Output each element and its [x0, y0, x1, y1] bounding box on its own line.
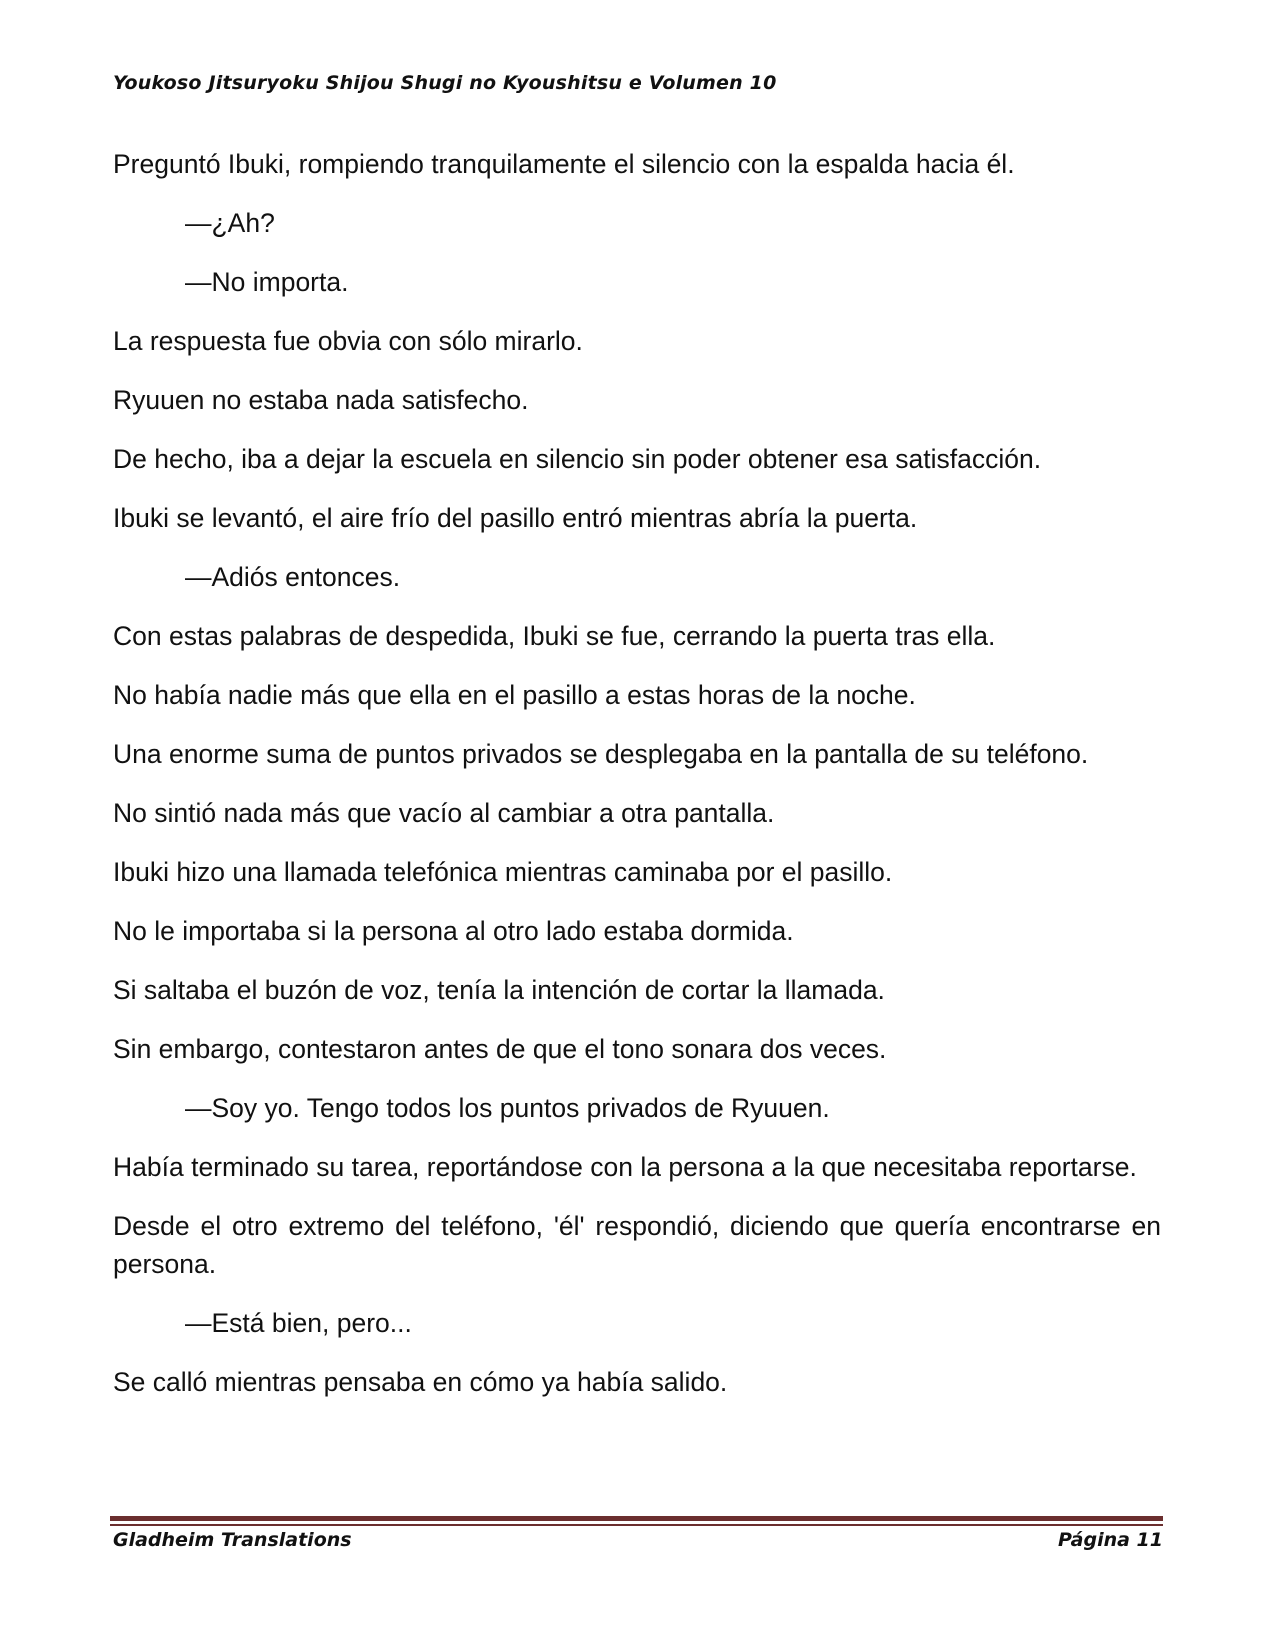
paragraph: Ryuuen no estaba nada satisfecho.	[113, 385, 529, 415]
paragraph: Preguntó Ibuki, rompiendo tranquilamente el silencio con la espalda hacia él.	[113, 149, 1015, 179]
dialogue-line: —Está bien, pero...	[185, 1308, 412, 1338]
paragraph: Ibuki se levantó, el aire frío del pasillo entró mientras abría la puerta.	[113, 503, 918, 533]
page-body	[113, 145, 1161, 1422]
paragraph: Si saltaba el buzón de voz, tenía la intención de cortar la llamada.	[113, 975, 885, 1005]
paragraph: Había terminado su tarea, reportándose con la persona a la que necesitaba reportarse.	[113, 1152, 1137, 1182]
paragraph: No había nadie más que ella en el pasillo a estas horas de la noche.	[113, 680, 916, 710]
paragraph: De hecho, iba a dejar la escuela en silencio sin poder obtener esa satisfacción.	[113, 444, 1042, 474]
paragraph: La respuesta fue obvia con sólo mirarlo.	[113, 326, 583, 356]
dialogue-line: —No importa.	[185, 267, 349, 297]
footer-rule-thin	[110, 1524, 1163, 1526]
footer-page-number: Página 11	[1057, 1529, 1163, 1551]
dialogue-line: —Adiós entonces.	[185, 562, 401, 592]
paragraph: No sintió nada más que vacío al cambiar a otra pantalla.	[113, 798, 775, 828]
dialogue-line: —¿Ah?	[185, 208, 275, 238]
footer-translator: Gladheim Translations	[113, 1529, 352, 1551]
paragraph: Desde el otro extremo del teléfono, 'él' respondió, diciendo que quería encontrarse en persona.	[113, 1211, 1161, 1279]
paragraph: Ibuki hizo una llamada telefónica mientras caminaba por el pasillo.	[113, 857, 893, 887]
paragraph: Con estas palabras de despedida, Ibuki se fue, cerrando la puerta tras ella.	[113, 621, 996, 651]
paragraph: Se calló mientras pensaba en cómo ya había salido.	[113, 1367, 728, 1397]
footer-rule-thick	[110, 1516, 1163, 1521]
paragraph: Una enorme suma de puntos privados se desplegaba en la pantalla de su teléfono.	[113, 739, 1089, 769]
paragraph: No le importaba si la persona al otro lado estaba dormida.	[113, 916, 794, 946]
paragraph: Sin embargo, contestaron antes de que el tono sonara dos veces.	[113, 1034, 887, 1064]
dialogue-line: —Soy yo. Tengo todos los puntos privados de Ryuuen.	[185, 1093, 830, 1123]
page-header-title: Youkoso Jitsuryoku Shijou Shugi no Kyoushitsu e Volumen 10	[113, 72, 777, 94]
